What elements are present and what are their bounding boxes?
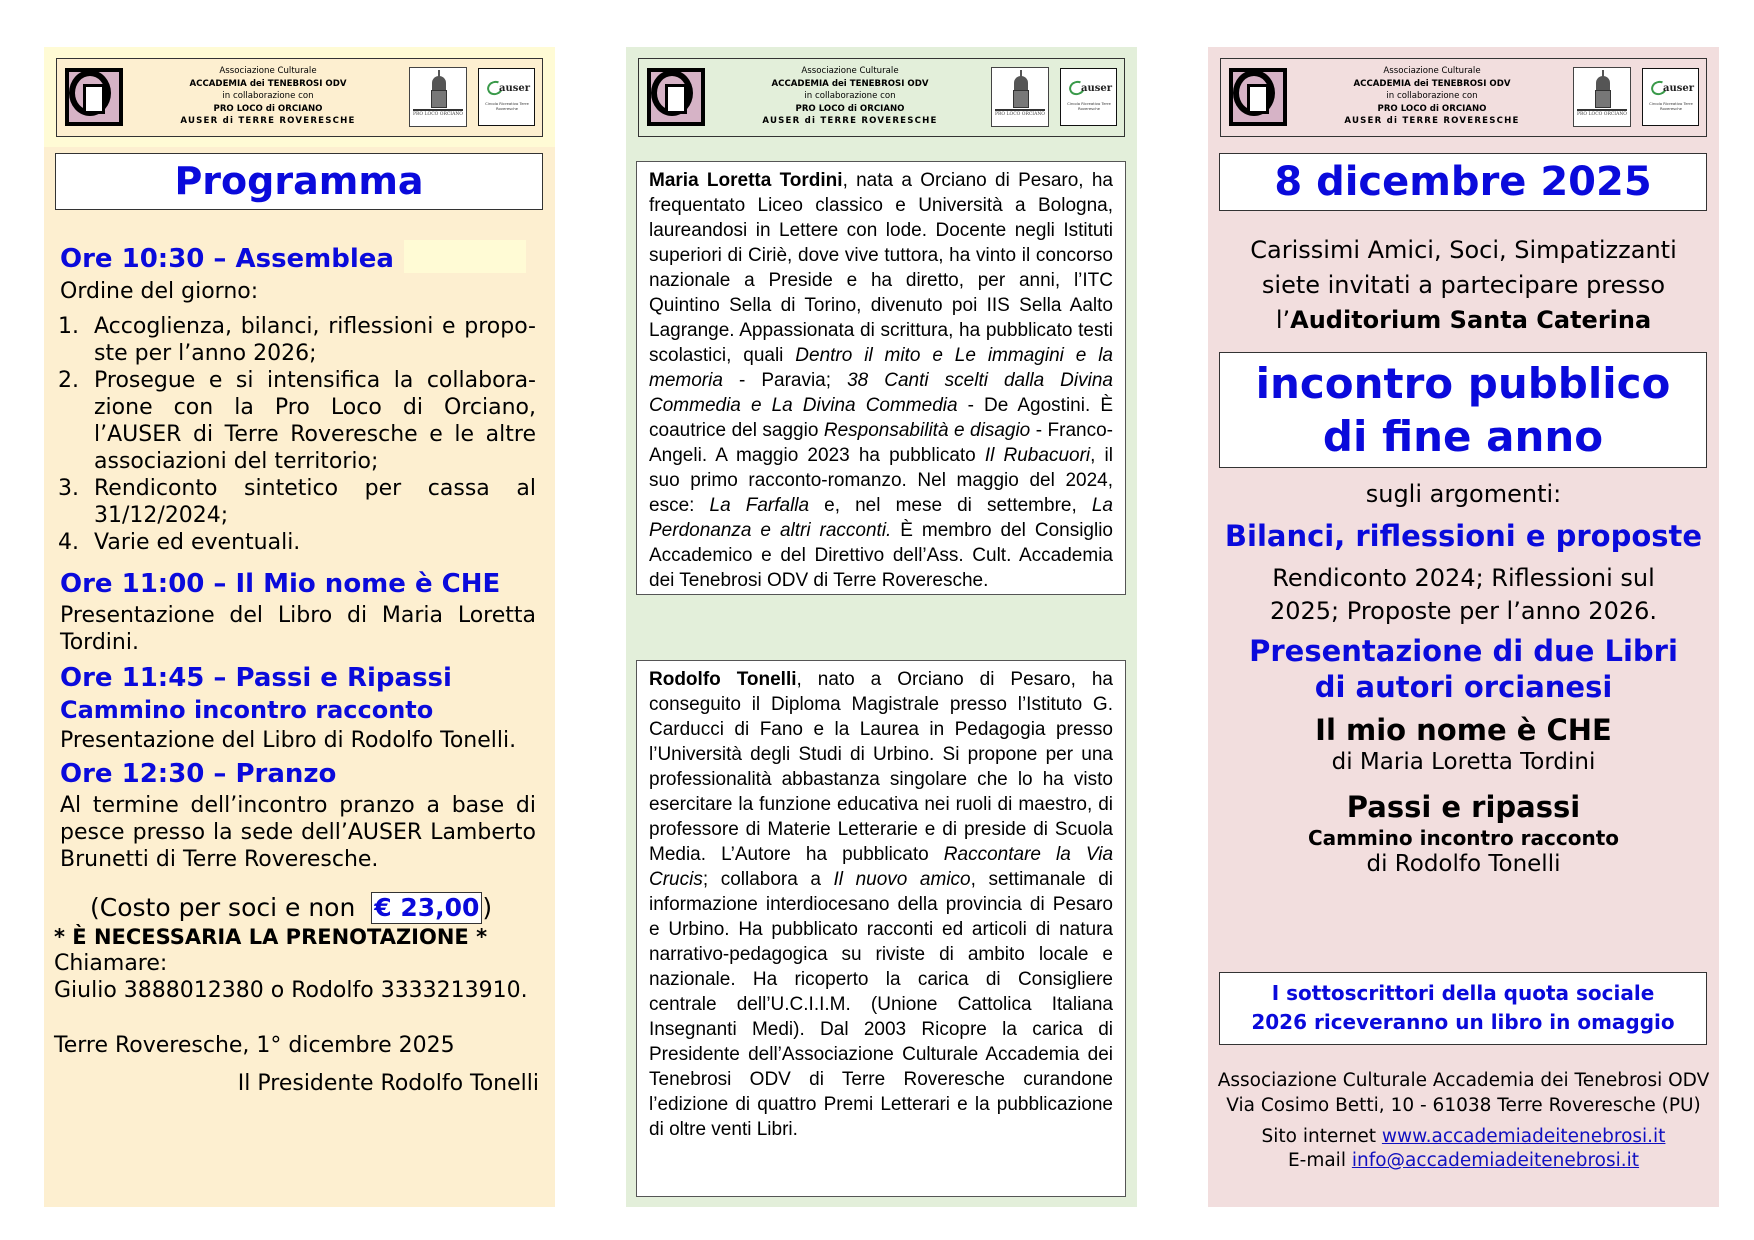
auser-logo-icon: auser Circolo Ricreativo Terre Roveresche <box>478 68 535 126</box>
session-heading: Ore 11:00 – Il Mio nome è CHE <box>60 569 501 599</box>
proloco-logo-icon: PRO LOCO ORCIANO <box>1573 67 1631 127</box>
website-link[interactable]: www.accademiadeitenebrosi.it <box>1381 1126 1666 1147</box>
proloco-logo-icon: PRO LOCO ORCIANO <box>409 67 467 127</box>
header-partner: AUSER di TERRE ROVERESCHE <box>1344 116 1520 127</box>
contact-links <box>1208 1125 1719 1173</box>
session-subheading: Cammino incontro racconto <box>60 696 434 724</box>
contact-phones: Giulio 3888012380 o Rodolfo 3333213910. <box>54 978 528 1003</box>
cost-line <box>90 892 492 924</box>
agenda-intro: Ordine del giorno: <box>60 279 259 304</box>
header-partner: AUSER di TERRE ROVERESCHE <box>762 116 938 127</box>
agenda-item: 1. Accoglienza, bilanci, riflessioni e propo-ste per l’anno 2026; <box>58 314 536 366</box>
event-date-title: 8 dicembre 2025 <box>1219 153 1707 211</box>
agenda-item: 2. Prosegue e si intensifica la collabora-zione con la Pro Loco di Orciano, l’AUSER di Terre Roveresche e le altre associazioni del territorio; <box>58 368 536 474</box>
header-line: in collaborazione con <box>1386 91 1478 102</box>
price-value: € 23,00 <box>371 892 482 924</box>
header-line: in collaborazione con <box>804 91 896 102</box>
book2-title: Passi e ripassi <box>1346 790 1581 824</box>
header-org-name: ACCADEMIA dei TENEBROSI ODV <box>771 78 929 89</box>
tenebrosi-logo-icon <box>1229 68 1287 126</box>
agenda-item: 3. Rendiconto sintetico per cassa al 31/12/2024; <box>58 476 536 528</box>
association-header <box>1220 58 1707 137</box>
auser-logo-icon: auser Circolo Ricreativo Terre Roveresche <box>1642 68 1699 126</box>
agenda-list <box>58 313 536 556</box>
header-partner: AUSER di TERRE ROVERESCHE <box>180 116 356 127</box>
place-date: Terre Roveresche, 1° dicembre 2025 <box>54 1033 455 1058</box>
header-partner: PRO LOCO di ORCIANO <box>213 103 323 114</box>
cost-close: ) <box>482 893 493 922</box>
header-text <box>1297 65 1567 128</box>
org-address-block <box>1208 1068 1719 1118</box>
header-text <box>715 65 985 128</box>
topics-intro: sugli argomenti: <box>1365 480 1562 508</box>
session-text: Presentazione del Libro di Rodolfo Tonelli. <box>60 728 517 753</box>
session-heading: Ore 12:30 – Pranzo <box>60 759 337 789</box>
session-heading: Ore 10:30 – Assemblea <box>60 244 394 274</box>
author-name: Rodolfo Tonelli <box>649 669 797 690</box>
tenebrosi-logo-icon <box>65 68 123 126</box>
header-line: Associazione Culturale <box>1383 66 1481 76</box>
org-name: Associazione Culturale Accademia dei Tenebrosi ODV <box>1217 1070 1710 1091</box>
session-text: Al termine dell’incontro pranzo a base di pesce presso la sede dell’AUSER Lamberto Brunetti di Terre Roveresche. <box>60 793 536 872</box>
middle-panel-authors <box>626 47 1137 1207</box>
right-panel-invitation <box>1208 47 1719 1207</box>
email-link[interactable]: info@accademiadeitenebrosi.it <box>1351 1150 1640 1171</box>
page-title: Programma <box>55 153 543 210</box>
header-line: Associazione Culturale <box>801 66 899 76</box>
book1-title: Il mio nome è CHE <box>1315 713 1612 747</box>
header-line: in collaborazione con <box>222 91 314 102</box>
booking-notice: * È NECESSARIA LA PRENOTAZIONE * <box>54 925 488 949</box>
topics-detail: Rendiconto 2024; Riflessioni sul 2025; Proposte per l’anno 2026. <box>1269 564 1658 625</box>
cost-label: (Costo per soci e non <box>90 893 356 922</box>
session-text: Presentazione del Libro di Maria Loretta Tordini. <box>60 603 536 655</box>
author-bio-tonelli: Rodolfo Tonelli, nato a Orciano di Pesaro, ha conseguito il Diploma Magistrale presso l’Istituto G. Carducci di Fano e la Laurea in Pedagogia presso l’Università degli Studi di Urbino. Si propone per una professionalità abbastanza singolare che lo ha visto esercitare la funzione educativa nei ruoli di maestro, di professore di Materie Letterarie e di preside di Scuola Media. L’Autore ha pubblicato Raccontare la Via Crucis; collabora a Il nuovo amico, settimanale di informazione interdiocesano della provincia di Pesaro e Urbino. Ha pubblicato racconti ed articoli di natura narrativo-pedagogica su riviste di ambito locale e nazionale. Ha ricoperto la carica di Consigliere centrale dell’U.C.I.I.M. (Unione Cattolica Italiana Insegnanti Medi). Dal 2003 Ricopre la carica di Presidente dell’Associazione Culturale Accademia dei Tenebrosi ODV di Terre Roveresche curandone l’edizione di quattro Premi Letterari e la pubblicazione di oltre venti Libri. <box>636 660 1126 1197</box>
author-name: Maria Loretta Tordini <box>649 170 843 191</box>
auser-logo-icon: auser Circolo Ricreativo Terre Roveresche <box>1060 68 1117 126</box>
site-label: Sito internet <box>1261 1126 1377 1147</box>
header-partner: PRO LOCO di ORCIANO <box>795 103 905 114</box>
books-section-title: Presentazione di due Libri di autori orcianesi <box>1249 634 1678 704</box>
invitation-greeting: Carissimi Amici, Soci, Simpatizzanti siete invitati a partecipare presso l’Auditorium Santa Caterina <box>1250 236 1677 334</box>
proloco-logo-icon: PRO LOCO ORCIANO <box>991 67 1049 127</box>
book2-subtitle: Cammino incontro racconto <box>1307 826 1620 850</box>
call-label: Chiamare: <box>54 951 168 976</box>
gift-notice: I sottoscrittori della quota sociale 2026 riceveranno un libro in omaggio <box>1219 972 1707 1045</box>
venue-name: Auditorium Santa Caterina <box>1290 306 1652 334</box>
association-header <box>638 58 1125 137</box>
topics-title: Bilanci, riflessioni e proposte <box>1224 519 1703 553</box>
highlight-block <box>404 240 526 273</box>
session-heading: Ore 11:45 – Passi e Ripassi <box>60 663 452 693</box>
association-header <box>56 58 543 137</box>
author-bio-tordini: Maria Loretta Tordini, nata a Orciano di Pesaro, ha frequentato Liceo classico e Università a Bologna, laureandosi in Lettere con lode. Docente negli Istituti superiori di Ciriè, dove vive tuttora, ha vinto il concorso nazionale a Preside e ha diretto, per anni, l’ITC Quintino Sella di Torino, divenuto poi IIS Sella Aalto Lagrange. Appassionata di scrittura, ha pubblicato testi scolastici, quali Dentro il mito e Le immagini e la memoria - Paravia; 38 Canti scelti dalla Divina Commedia e La Divina Commedia - De Agostini. È coautrice del saggio Responsabilità e disagio - Franco-Angeli. A maggio 2023 ha pubblicato Il Rubacuori, il suo primo racconto-romanzo. Nel maggio del 2024, esce: La Farfalla e, nel mese di settembre, La Perdonanza e altri racconti. È membro del Consiglio Accademico e del Direttivo dell’Ass. Cult. Accademia dei Tenebrosi ODV di Terre Roveresche. <box>636 161 1126 595</box>
event-title: incontro pubblico di fine anno <box>1219 352 1707 468</box>
header-org-name: ACCADEMIA dei TENEBROSI ODV <box>189 78 347 89</box>
header-org-name: ACCADEMIA dei TENEBROSI ODV <box>1353 78 1511 89</box>
email-label: E-mail <box>1287 1150 1346 1171</box>
book2-author: di Rodolfo Tonelli <box>1366 851 1561 877</box>
header-partner: PRO LOCO di ORCIANO <box>1377 103 1487 114</box>
agenda-item: 4. Varie ed eventuali. <box>58 530 301 555</box>
org-address: Via Cosimo Betti, 10 - 61038 Terre Roveresche (PU) <box>1226 1095 1701 1116</box>
header-line: Associazione Culturale <box>219 66 317 76</box>
left-panel-programma <box>44 47 555 1207</box>
signature: Il Presidente Rodolfo Tonelli <box>237 1071 539 1096</box>
tenebrosi-logo-icon <box>647 68 705 126</box>
book1-author: di Maria Loretta Tordini <box>1331 749 1596 775</box>
header-text <box>133 65 403 128</box>
